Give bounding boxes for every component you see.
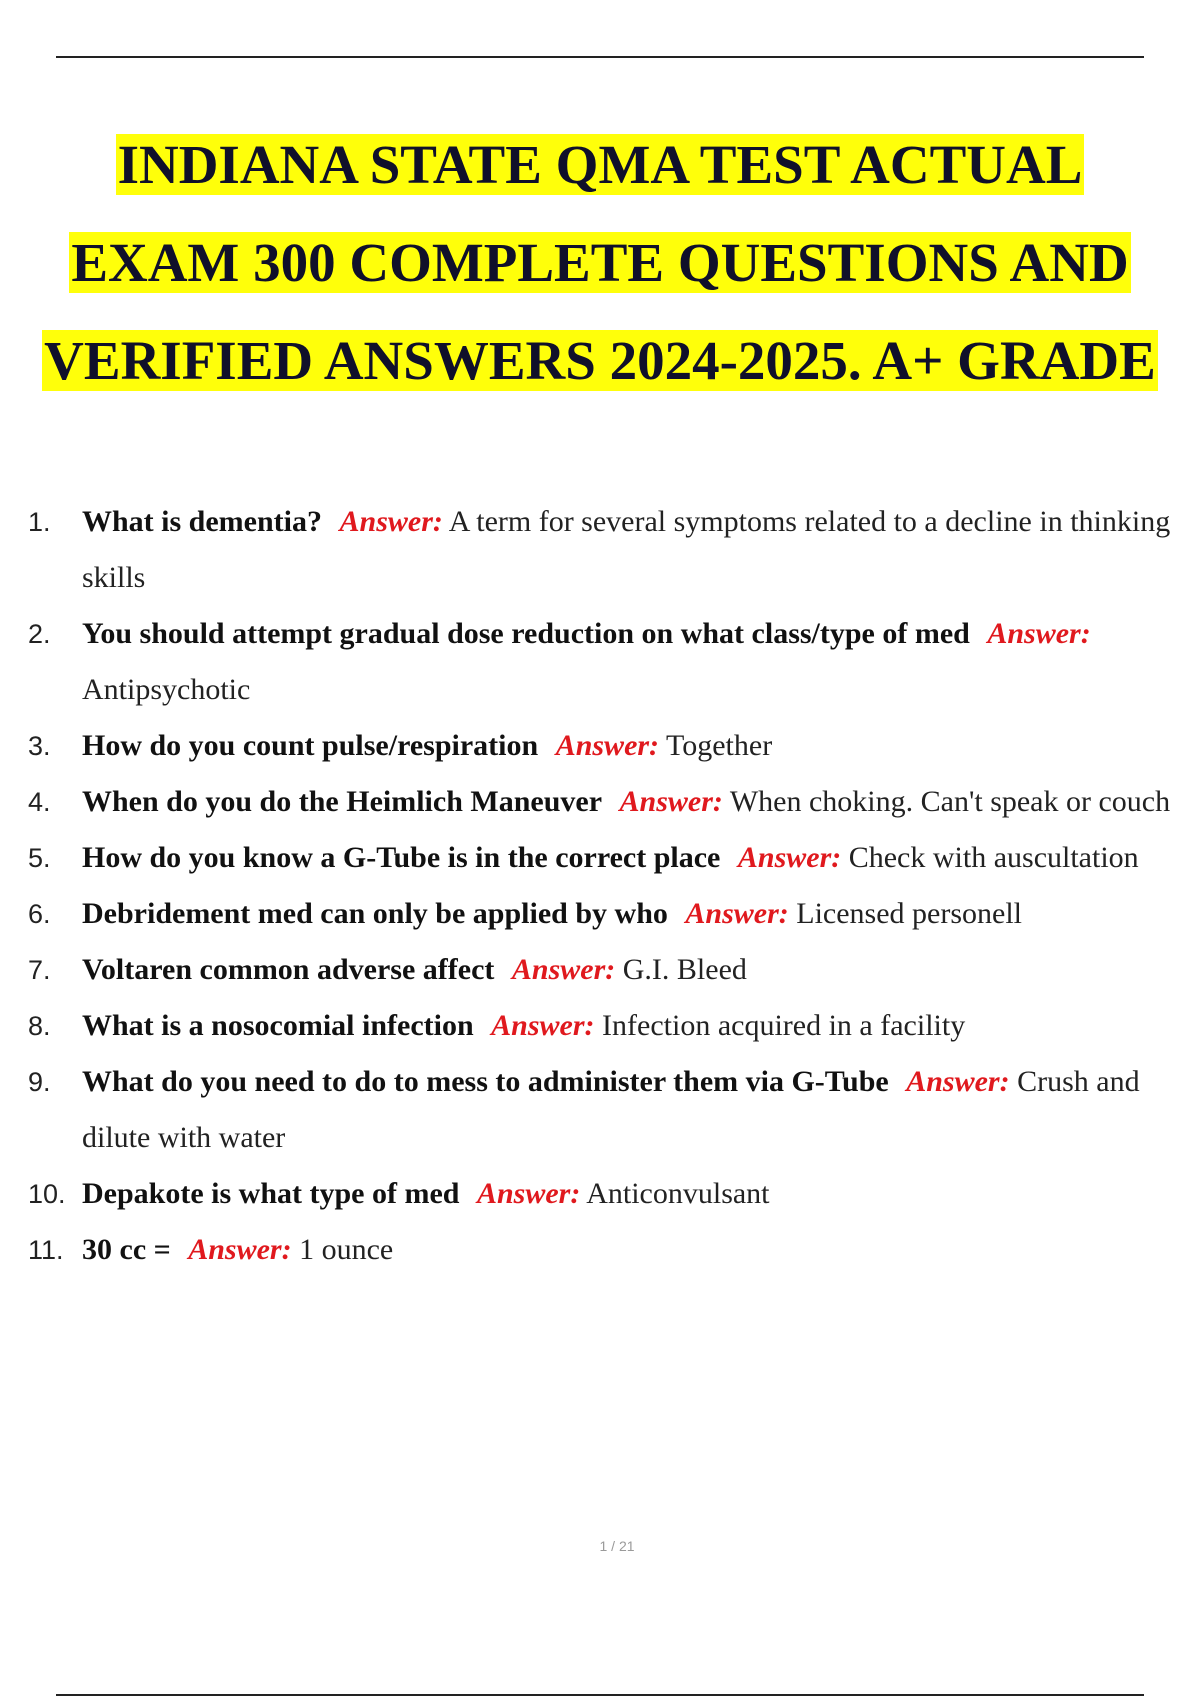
- question-number: 1.: [28, 507, 51, 537]
- title-line: [30, 214, 1170, 312]
- question-item: [28, 718, 1178, 774]
- question-text: What is a nosocomial infection: [82, 1009, 474, 1042]
- question-text: You should attempt gradual dose reduction on what class/type of med: [82, 617, 970, 650]
- title-line-text: INDIANA STATE QMA TEST ACTUAL: [117, 134, 1083, 195]
- answer-text: Crush and dilute with water: [82, 1065, 1140, 1154]
- question-text: Voltaren common adverse affect: [82, 953, 495, 986]
- question-item: [28, 494, 1178, 606]
- answer-label: Answer:: [906, 1065, 1010, 1098]
- title-line-text: EXAM 300 COMPLETE QUESTIONS AND: [71, 232, 1129, 293]
- answer-label: Answer:: [685, 897, 789, 930]
- question-text: How do you know a G-Tube is in the correct place: [82, 841, 721, 874]
- answer-label: Answer:: [476, 1177, 581, 1210]
- top-rule: [56, 56, 1144, 58]
- question-item: [28, 606, 1178, 718]
- answer-label: Answer:: [511, 953, 616, 986]
- question-text: How do you count pulse/respiration: [82, 729, 539, 762]
- question-number: 2.: [28, 619, 51, 649]
- answer-label: Answer:: [555, 729, 660, 762]
- answer-label: Answer:: [339, 505, 443, 538]
- question-item: [28, 942, 1178, 998]
- question-text: When do you do the Heimlich Maneuver: [82, 785, 603, 818]
- answer-text: Anticonvulsant: [586, 1177, 770, 1210]
- answer-text: Together: [666, 729, 773, 762]
- answer-text: Licensed personell: [796, 897, 1022, 930]
- question-item: [28, 1222, 1178, 1278]
- bottom-rule: [56, 1694, 1144, 1696]
- question-number: 6.: [28, 899, 51, 929]
- document-title: [30, 116, 1170, 410]
- question-text: Depakote is what type of med: [82, 1177, 460, 1210]
- answer-label: Answer:: [491, 1009, 595, 1042]
- question-item: [28, 1054, 1178, 1166]
- answer-text: 1 ounce: [299, 1233, 394, 1266]
- title-line: [30, 312, 1170, 410]
- question-number: 7.: [28, 955, 51, 985]
- question-number: 9.: [28, 1067, 51, 1097]
- title-line-text: VERIFIED ANSWERS 2024-2025. A+ GRADE: [44, 330, 1156, 391]
- question-text: 30 cc =: [82, 1233, 171, 1266]
- question-number: 8.: [28, 1011, 51, 1041]
- question-number: 5.: [28, 843, 51, 873]
- question-number: 4.: [28, 787, 51, 817]
- answer-text: Infection acquired in a facility: [602, 1009, 966, 1042]
- answer-text: A term for several symptoms related to a decline in thinking skills: [82, 505, 1171, 594]
- question-number: 11.: [28, 1235, 64, 1265]
- question-number: 10.: [28, 1179, 66, 1209]
- question-text: What is dementia?: [82, 505, 322, 538]
- answer-label: Answer:: [737, 841, 842, 874]
- question-item: [28, 998, 1178, 1054]
- question-item: [28, 774, 1178, 830]
- question-text: Debridement med can only be applied by who: [82, 897, 668, 930]
- title-line: [30, 116, 1170, 214]
- question-item: [28, 1166, 1178, 1222]
- answer-text: When choking. Can't speak or couch: [729, 785, 1171, 818]
- answer-label: Answer:: [188, 1233, 292, 1266]
- question-item: [28, 886, 1178, 942]
- question-item: [28, 830, 1178, 886]
- answer-text: G.I. Bleed: [622, 953, 747, 986]
- question-text: What do you need to do to mess to administer them via G-Tube: [82, 1065, 889, 1098]
- answer-label: Answer:: [987, 617, 1091, 650]
- question-list: [28, 494, 1178, 1278]
- answer-text: Antipsychotic: [82, 673, 251, 706]
- answer-text: Check with auscultation: [848, 841, 1139, 874]
- answer-label: Answer:: [619, 785, 723, 818]
- page-indicator: 1 / 21: [599, 1538, 635, 1554]
- question-number: 3.: [28, 731, 51, 761]
